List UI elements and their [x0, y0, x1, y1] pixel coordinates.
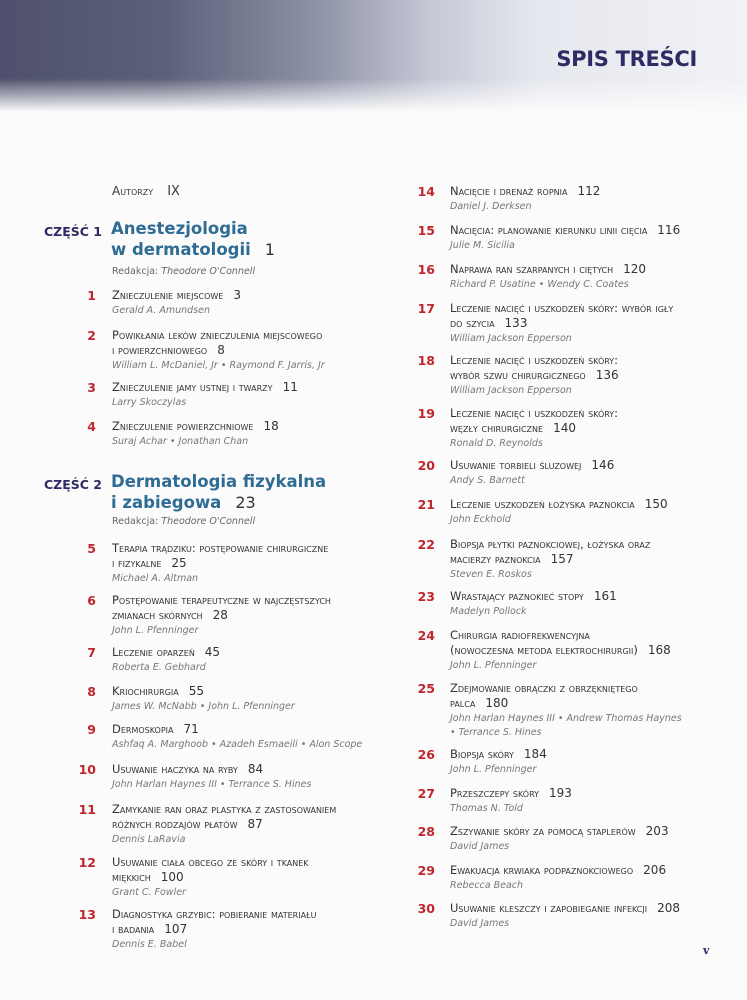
chapter-title-line: wybór szwu chirurgicznego: [450, 368, 586, 382]
page-number: 1: [264, 240, 275, 259]
chapter-title-line: Leczenie uszkodzeń łożyska paznokcia: [450, 497, 635, 511]
chapter-authors: Madelyn Pollock: [450, 606, 527, 617]
chapter-title: [112, 541, 328, 571]
page-number: 55: [188, 684, 205, 698]
chapter-authors: Larry Skoczylas: [112, 397, 187, 408]
chapter-authors: Michael A. Altman: [112, 573, 199, 584]
chapter-title-line: Znieczulenie powierzchniowe: [112, 419, 254, 433]
page-number: 140: [553, 421, 576, 435]
chapter-title: [450, 863, 666, 878]
chapter-title-line: Usuwanie haczyka na ryby: [112, 762, 238, 776]
part-title-line: i zabiegowa: [111, 493, 222, 512]
chapter-title: [112, 762, 263, 777]
page-number: 206: [643, 863, 667, 877]
chapter-authors: Daniel J. Derksen: [450, 201, 532, 212]
chapter-authors: Ronald D. Reynolds: [450, 438, 543, 449]
page-number: 150: [644, 497, 668, 511]
chapter-title-line: do szycia: [450, 316, 495, 330]
chapter-title-line: Powikłania leków znieczulenia miejscowego: [112, 328, 323, 342]
chapter-title-line: i badania: [112, 922, 155, 936]
chapter-number: 15: [417, 223, 435, 238]
page-number: 133: [504, 316, 528, 330]
chapter-title-line: Diagnostyka grzybic: pobieranie materiału: [112, 907, 317, 921]
chapter-title: [450, 786, 572, 801]
chapter-title-line: Zdejmowanie obrączki z obrzękniętego: [450, 681, 638, 695]
chapter-number: 13: [78, 907, 96, 922]
page-number: 116: [657, 223, 681, 237]
chapter-title-line: miękkich: [112, 870, 151, 884]
page-number: 120: [623, 262, 647, 276]
part-title-line: w dermatologii: [111, 240, 251, 259]
chapter-title-line: Wrastający paznokieć stopy: [450, 589, 584, 603]
chapter-title-line: Naprawa ran szarpanych i ciętych: [450, 262, 614, 276]
chapter-title: [112, 802, 336, 832]
chapter-title-line: palca: [450, 696, 476, 710]
chapter-number: 25: [417, 681, 435, 696]
page-number: 3: [233, 288, 242, 302]
chapter-authors: • Terrance S. Hines: [450, 727, 542, 738]
page-number: 107: [164, 922, 188, 936]
chapter-title: [112, 645, 220, 660]
chapter-title-line: Usuwanie ciała obcego ze skóry i tkanek: [112, 855, 309, 869]
chapter-authors: Thomas N. Told: [450, 803, 523, 814]
chapter-title-line: Terapia trądziku: postępowanie chirurgiczne: [112, 541, 329, 555]
page-number: 8: [217, 343, 225, 357]
part-label: CZĘŚĆ 2: [44, 477, 103, 492]
page-number: 11: [282, 380, 298, 394]
chapter-number: 16: [417, 262, 435, 277]
chapter-title: [450, 458, 614, 473]
chapter-number: 6: [87, 593, 96, 608]
chapter-title-line: (nowoczesna metoda elektrochirurgii): [450, 643, 638, 657]
page-number: 193: [549, 786, 572, 800]
chapter-authors: William L. McDaniel, Jr • Raymond F. Jarris, Jr: [112, 360, 325, 371]
chapter-authors: David James: [450, 918, 510, 929]
chapter-title: [112, 722, 199, 737]
chapter-number: 30: [417, 901, 435, 916]
chapter-authors: James W. McNabb • John L. Pfenninger: [112, 701, 295, 712]
chapter-title: [112, 593, 331, 623]
chapter-number: 9: [87, 722, 96, 737]
chapter-title-line: Usuwanie kleszczy i zapobieganie infekcji: [450, 901, 648, 915]
part-title: [111, 471, 326, 513]
page-number: 184: [523, 747, 547, 761]
chapter-authors: William Jackson Epperson: [450, 333, 572, 344]
page-number: 100: [160, 870, 184, 884]
chapter-title-line: Nacięcie i drenaż ropnia: [450, 184, 568, 198]
chapter-number: 11: [78, 802, 96, 817]
authors-label: Autorzy: [112, 184, 154, 198]
chapter-title: [112, 288, 241, 303]
chapter-number: 23: [417, 589, 435, 604]
chapter-authors: John Harlan Haynes III • Terrance S. Hines: [112, 779, 312, 790]
chapter-title: [112, 684, 204, 699]
chapter-authors: John L. Pfenninger: [450, 764, 537, 775]
page-number: 28: [212, 608, 228, 622]
editor-name: Theodore O'Connell: [161, 516, 256, 527]
chapter-number: 20: [417, 458, 435, 473]
chapter-title: [450, 681, 638, 711]
chapter-number: 3: [87, 380, 96, 395]
chapter-number: 10: [78, 762, 96, 777]
page-number: 23: [235, 493, 256, 512]
chapter-authors: Roberta E. Gebhard: [112, 662, 206, 673]
page-number: 136: [595, 368, 619, 382]
page-number: 18: [263, 419, 279, 433]
page-number: IX: [167, 184, 180, 199]
chapter-authors: John Eckhold: [450, 514, 511, 525]
chapter-title: [450, 406, 618, 436]
chapter-title: [112, 380, 298, 395]
chapter-title-line: Przeszczepy skóry: [450, 786, 540, 800]
chapter-number: 14: [417, 184, 435, 199]
chapter-title-line: Znieczulenie miejscowe: [112, 288, 224, 302]
page-number: 25: [171, 556, 187, 570]
chapter-authors: William Jackson Epperson: [450, 385, 572, 396]
chapter-number: 21: [417, 497, 435, 512]
chapter-title-line: Zszywanie skóry za pomocą staplerów: [450, 824, 636, 838]
toc-entry-authors[interactable]: [112, 184, 180, 199]
editor-prefix: Redakcja:: [112, 266, 159, 277]
chapter-title-line: Biopsja płytki paznokciowej, łożyska oraz: [450, 537, 651, 551]
chapter-title-line: Znieczulenie jamy ustnej i twarzy: [112, 380, 273, 394]
chapter-authors: Dennis E. Babel: [112, 939, 187, 950]
chapter-title: [450, 537, 650, 567]
chapter-title: [450, 901, 680, 916]
page-number: 203: [645, 824, 669, 838]
chapter-number: 2: [87, 328, 96, 343]
chapter-title-line: Usuwanie torbieli śluzowej: [450, 458, 582, 472]
chapter-title: [450, 223, 680, 238]
chapter-title-line: Leczenie nacięć i uszkodzeń skóry: wybór igły: [450, 301, 674, 315]
chapter-authors: Grant C. Fowler: [112, 887, 186, 898]
page-number: 71: [183, 722, 199, 736]
editor-prefix: Redakcja:: [112, 516, 159, 527]
chapter-number: 7: [87, 645, 96, 660]
chapter-title-line: i fizykalne: [112, 556, 162, 570]
part-title-line: Anestezjologia: [111, 219, 248, 238]
chapter-number: 1: [87, 288, 96, 303]
page-number: 146: [591, 458, 615, 472]
chapter-authors: Andy S. Barnett: [450, 475, 525, 486]
chapter-title: [450, 301, 673, 331]
chapter-authors: Dennis LaRavia: [112, 834, 186, 845]
chapter-title: [450, 628, 671, 658]
chapter-authors: Richard P. Usatine • Wendy C. Coates: [450, 279, 629, 290]
chapter-authors: John L. Pfenninger: [450, 660, 537, 671]
page-number: 87: [247, 817, 263, 831]
chapter-title-line: Leczenie nacięć i uszkodzeń skóry:: [450, 353, 619, 367]
part-editor: [112, 516, 255, 527]
chapter-title-line: Chirurgia radiofrekwencyjna: [450, 628, 590, 642]
page-number: 84: [247, 762, 264, 776]
chapter-title-line: zmianach skórnych: [112, 608, 203, 622]
part-label: CZĘŚĆ 1: [44, 224, 103, 239]
page-number: 157: [550, 552, 574, 566]
chapter-title: [112, 419, 279, 434]
chapter-number: 22: [417, 537, 435, 552]
chapter-title: [112, 855, 309, 885]
chapter-authors: Rebecca Beach: [450, 880, 524, 891]
chapter-title: [450, 184, 600, 199]
chapter-title-line: Biopsja skóry: [450, 747, 514, 761]
page-number: 161: [593, 589, 617, 603]
page-title: SPIS TREŚCI: [556, 47, 697, 71]
chapter-title-line: Dermoskopia: [112, 722, 174, 736]
page-number: 168: [647, 643, 671, 657]
part-title-line: Dermatologia fizykalna: [111, 472, 327, 491]
chapter-title-line: Leczenie oparzeń: [112, 645, 195, 659]
page-number: 45: [204, 645, 221, 659]
page-number: 112: [577, 184, 601, 198]
chapter-number: 19: [417, 406, 435, 421]
chapter-authors: Ashfaq A. Marghoob • Azadeh Esmaeili • Alon Scope: [112, 739, 363, 750]
chapter-title-line: różnych rodzajów płatów: [112, 817, 238, 831]
chapter-title-line: Postępowanie terapeutyczne w najczęstszych: [112, 593, 331, 607]
chapter-title: [112, 328, 322, 358]
chapter-number: 8: [87, 684, 96, 699]
chapter-title: [450, 824, 669, 839]
chapter-number: 18: [417, 353, 435, 368]
chapter-title: [112, 907, 316, 937]
chapter-authors: David James: [450, 841, 510, 852]
chapter-authors: Suraj Achar • Jonathan Chan: [112, 436, 249, 447]
page-number: 180: [485, 696, 509, 710]
page-number: 208: [657, 901, 681, 915]
chapter-title-line: Ewakuacja krwiaka podpaznokciowego: [450, 863, 634, 877]
chapter-title-line: węzły chirurgiczne: [450, 421, 544, 435]
chapter-authors: John Harlan Haynes III • Andrew Thomas Haynes: [450, 713, 682, 724]
chapter-title: [450, 747, 547, 762]
chapter-number: 24: [417, 628, 435, 643]
chapter-title-line: macierzy paznokcia: [450, 552, 541, 566]
chapter-authors: John L. Pfenninger: [112, 625, 199, 636]
chapter-number: 5: [87, 541, 96, 556]
chapter-title-line: Zamykanie ran oraz plastyka z zastosowaniem: [112, 802, 337, 816]
chapter-number: 27: [417, 786, 435, 801]
chapter-title-line: Leczenie nacięć i uszkodzeń skóry:: [450, 406, 619, 420]
chapter-title-line: i powierzchniowego: [112, 343, 208, 357]
chapter-number: 4: [87, 419, 96, 434]
chapter-title: [450, 497, 668, 512]
part-title: [111, 218, 275, 260]
editor-name: Theodore O'Connell: [161, 266, 256, 277]
chapter-authors: Gerald A. Amundsen: [112, 305, 210, 316]
chapter-title: [450, 353, 619, 383]
part-editor: [112, 266, 255, 277]
chapter-title-line: Nacięcia: planowanie kierunku linii cięcia: [450, 223, 648, 237]
chapter-authors: Julie M. Sicilia: [450, 240, 515, 251]
chapter-title: [450, 589, 617, 604]
chapter-authors: Steven E. Roskos: [450, 569, 532, 580]
page-folio: v: [703, 944, 710, 957]
chapter-title-line: Kriochirurgia: [112, 684, 179, 698]
chapter-title: [450, 262, 646, 277]
chapter-number: 26: [417, 747, 435, 762]
chapter-number: 17: [417, 301, 435, 316]
chapter-number: 28: [417, 824, 435, 839]
chapter-number: 29: [417, 863, 435, 878]
chapter-number: 12: [78, 855, 96, 870]
header-banner: [0, 0, 747, 112]
